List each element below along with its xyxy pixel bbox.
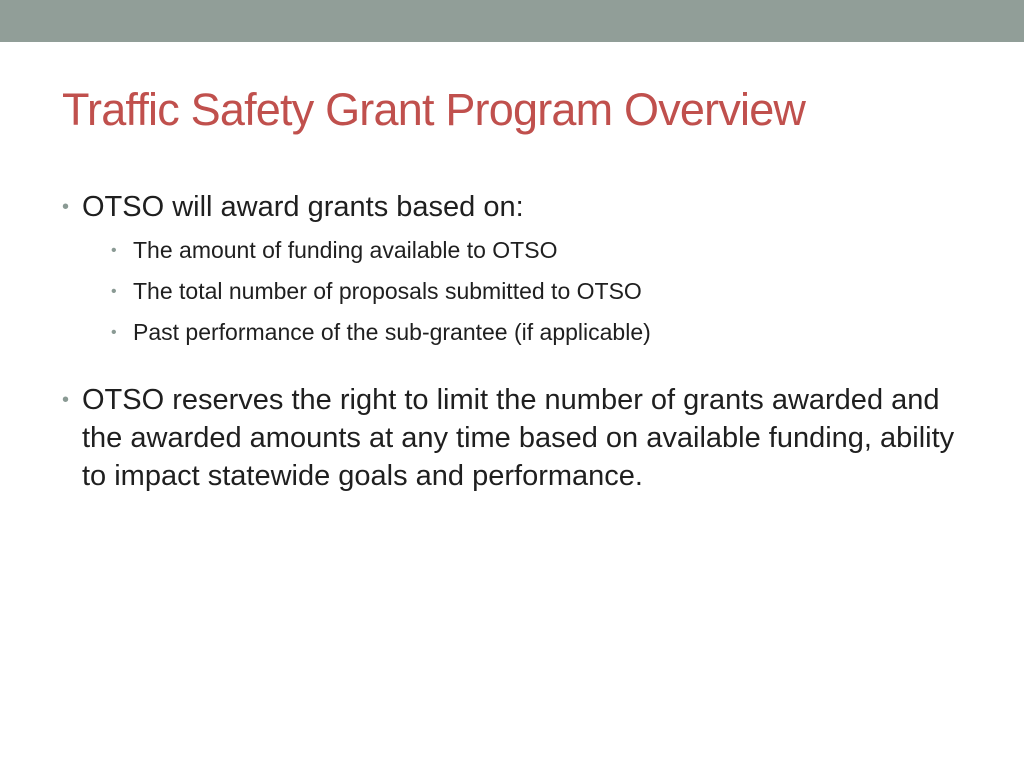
sub-bullet-list <box>82 230 962 353</box>
bullet-item <box>62 188 962 353</box>
sub-bullet-item <box>82 271 962 312</box>
sub-bullet-dot-icon: • <box>111 324 117 341</box>
slide-title: Traffic Safety Grant Program Overview <box>62 84 806 135</box>
sub-bullet-dot-icon: • <box>111 283 117 300</box>
bullet-dot-icon: • <box>62 389 70 411</box>
slide-body <box>62 188 962 495</box>
sub-bullet-item <box>82 312 962 353</box>
bullet-dot-icon: • <box>62 196 70 218</box>
bullet-text: OTSO will award grants based on: <box>82 191 524 223</box>
sub-bullet-text: The amount of funding available to OTSO <box>133 237 558 263</box>
sub-bullet-text: Past performance of the sub-grantee (if applicable) <box>133 319 651 345</box>
sub-bullet-text: The total number of proposals submitted to OTSO <box>133 278 642 304</box>
sub-bullet-dot-icon: • <box>111 242 117 259</box>
bullet-text: OTSO reserves the right to limit the number of grants awarded and the awarded amounts at any time based on available funding, ability to impact statewide goals and performance. <box>82 384 955 492</box>
top-decorative-band <box>0 0 1024 42</box>
sub-bullet-item <box>82 230 962 271</box>
bullet-item <box>62 381 962 495</box>
